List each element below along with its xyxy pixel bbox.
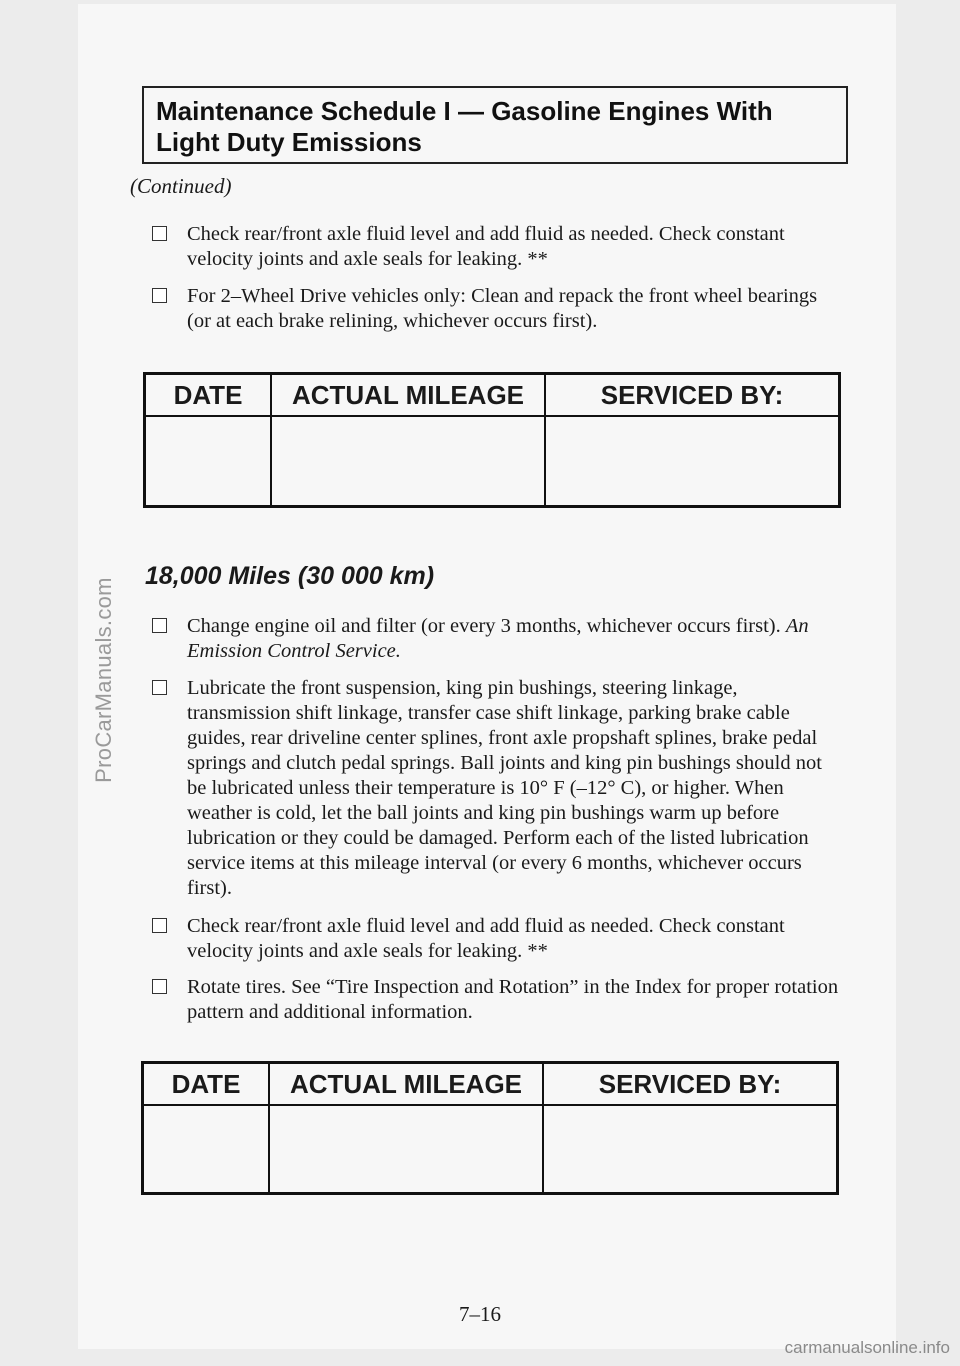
page-number: 7–16: [459, 1302, 501, 1326]
serviced-by-header: SERVICED BY:: [545, 374, 840, 417]
serviced-by-header: SERVICED BY:: [543, 1063, 838, 1106]
date-header: DATE: [143, 1063, 270, 1106]
section-heading: 18,000 Miles (30 000 km): [145, 562, 435, 590]
checklist-item-text: Lubricate the front suspension, king pin bushings, steering linkage, transmission shift linkage, transfer case shift linkage, parking brake cable guides, rear driveline center splines, front axle propshaft splines, brake pedal springs and clutch pedal springs. Ball joints and king pin bushings should not be lubricated unless their temperature is 10° F (–12° C), or higher. When weather is cold, let the ball joints and king pin bushings warm up before lubrication or they could be damaged. Perform each of the listed lubrication service items at this mileage interval (or every 6 months, whichever occurs first).: [187, 677, 822, 899]
checkbox-icon[interactable]: [152, 226, 167, 241]
checklist-item-text: [187, 614, 842, 664]
actual-mileage-header: ACTUAL MILEAGE: [269, 1063, 543, 1106]
actual-mileage-cell[interactable]: [269, 1105, 543, 1194]
service-log-table: [143, 372, 841, 508]
date-cell[interactable]: [143, 1105, 270, 1194]
checklist-item-text: Check rear/front axle fluid level and add fluid as needed. Check constant velocity joints and axle seals for leaking. **: [187, 915, 785, 962]
date-cell[interactable]: [145, 416, 272, 507]
checkbox-icon[interactable]: [152, 618, 167, 633]
checkbox-icon[interactable]: [152, 680, 167, 695]
checklist-item-text: For 2–Wheel Drive vehicles only: Clean and repack the front wheel bearings (or at each brake relining, whichever occurs first).: [187, 285, 818, 332]
service-log-table: [141, 1061, 839, 1195]
date-header: DATE: [145, 374, 272, 417]
checkbox-icon[interactable]: [152, 288, 167, 303]
checklist-item-text: Check rear/front axle fluid level and add fluid as needed. Check constant velocity joints and axle seals for leaking. **: [187, 223, 785, 270]
item-text: Change engine oil and filter (or every 3 months, whichever occurs first).: [187, 615, 781, 637]
checkbox-icon[interactable]: [152, 918, 167, 933]
serviced-by-cell[interactable]: [543, 1105, 838, 1194]
site-credit: carmanualsonline.info: [784, 1338, 950, 1357]
actual-mileage-header: ACTUAL MILEAGE: [271, 374, 545, 417]
checklist-item: [152, 914, 842, 964]
checklist-item-text: Rotate tires. See “Tire Inspection and Rotation” in the Index for proper rotation pattern and additional information.: [187, 976, 839, 1023]
continued-label: (Continued): [130, 174, 232, 198]
checklist-item: [152, 975, 842, 1025]
watermark: ProCarManuals.com: [91, 577, 116, 783]
emission-control-note: An Emission Control Service.: [187, 615, 809, 662]
checkbox-icon[interactable]: [152, 979, 167, 994]
actual-mileage-cell[interactable]: [271, 416, 545, 507]
checklist-item: [152, 284, 842, 334]
checklist-item: [152, 676, 842, 901]
checklist-item: [152, 222, 842, 272]
schedule-title-line1: Maintenance Schedule I — Gasoline Engines With: [156, 96, 773, 126]
checklist-item: [152, 614, 842, 664]
schedule-title-line2: Light Duty Emissions: [156, 127, 422, 157]
serviced-by-cell[interactable]: [545, 416, 840, 507]
schedule-title-box: [142, 86, 848, 164]
